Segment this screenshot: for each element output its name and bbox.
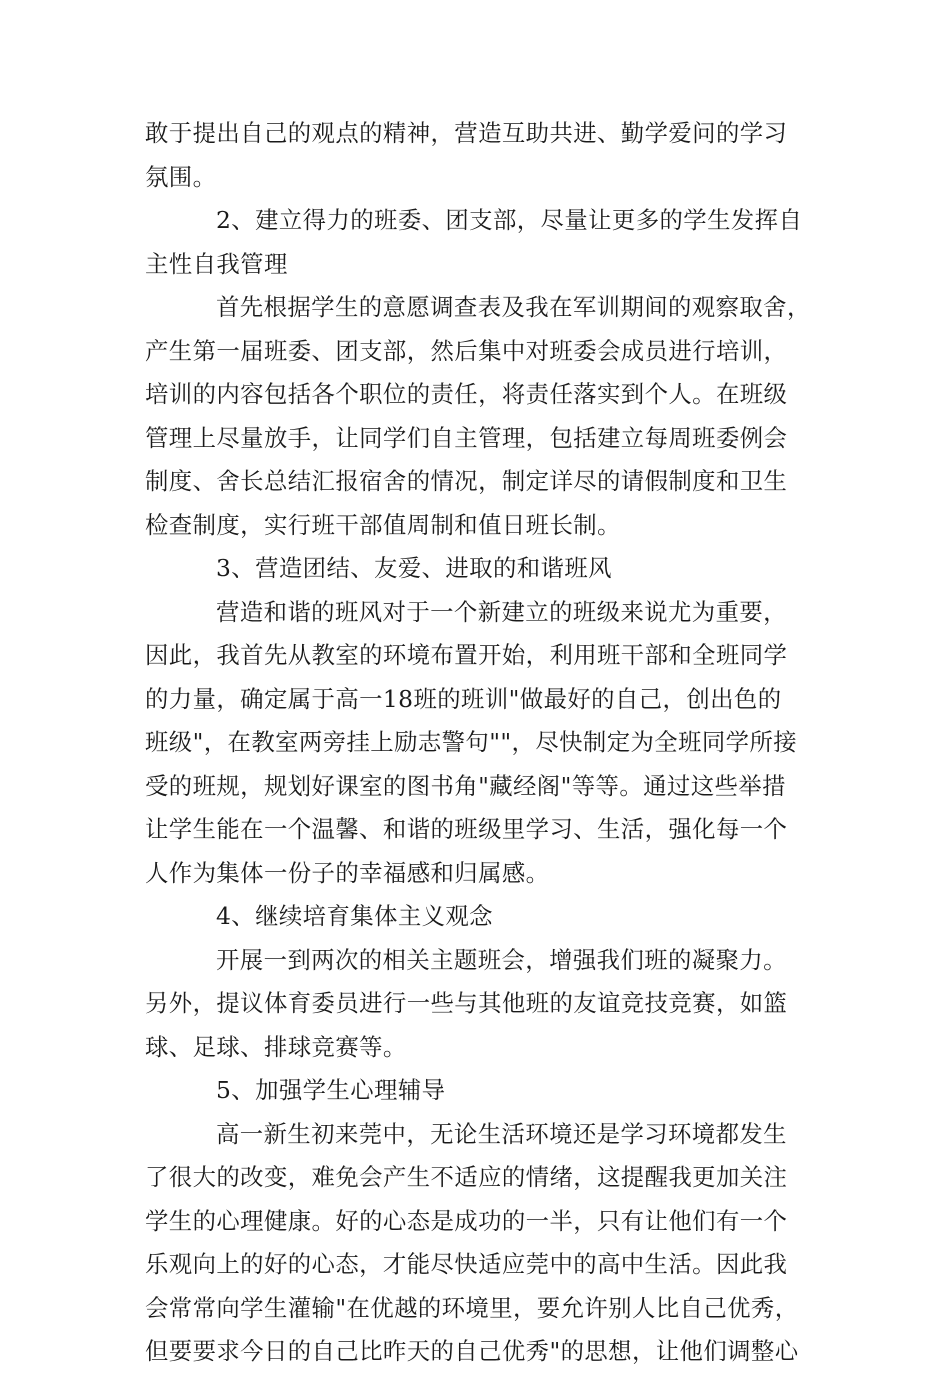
text-line: 2、建立得力的班委、团支部，尽量让更多的学生发挥自 bbox=[216, 206, 803, 234]
text-line: 管理上尽量放手，让同学们自主管理，包括建立每周班委例会 bbox=[145, 423, 788, 452]
text-line: 制度、舍长总结汇报宿舍的情况，制定详尽的请假制度和卫生 bbox=[145, 467, 788, 495]
text-line: 首先根据学生的意愿调查表及我在军训期间的观察取舍， bbox=[216, 293, 811, 321]
text-line: 球、足球、排球竞赛等。 bbox=[145, 1032, 407, 1061]
text-line: 4、继续培育集体主义观念 bbox=[216, 902, 493, 930]
text-line: 会常常向学生灌输"在优越的环境里，要允许别人比自己优秀， bbox=[145, 1293, 799, 1322]
text-line: 敢于提出自己的观点的精神，营造互助共进、勤学爱问的学习 bbox=[145, 119, 788, 147]
text-line: 高一新生初来莞中，无论生活环境还是学习环境都发生 bbox=[216, 1119, 787, 1148]
text-line: 的力量，确定属于高一18班的班训"做最好的自己，创出色的 bbox=[145, 684, 782, 713]
text-line: 另外，提议体育委员进行一些与其他班的友谊竞技竞赛，如篮 bbox=[145, 989, 788, 1017]
text-line: 主性自我管理 bbox=[145, 249, 288, 278]
text-line: 受的班规，规划好课室的图书角"藏经阁"等等。通过这些举措 bbox=[145, 771, 786, 800]
text-line: 让学生能在一个温馨、和谐的班级里学习、生活，强化每一个 bbox=[145, 815, 788, 843]
text-line: 因此，我首先从教室的环境布置开始，利用班干部和全班同学 bbox=[145, 641, 788, 669]
text-line: 氛围。 bbox=[145, 162, 217, 191]
text-line: 产生第一届班委、团支部，然后集中对班委会成员进行培训， bbox=[145, 336, 788, 365]
text-line: 营造和谐的班风对于一个新建立的班级来说尤为重要， bbox=[216, 597, 787, 626]
text-line: 但要要求今日的自己比昨天的自己优秀"的思想，让他们调整心 bbox=[145, 1337, 799, 1365]
text-line: 乐观向上的好的心态，才能尽快适应莞中的高中生活。因此我 bbox=[145, 1250, 788, 1278]
text-line: 开展一到两次的相关主题班会，增强我们班的凝聚力。 bbox=[216, 945, 787, 974]
text-line: 班级"，在教室两旁挂上励志警句""，尽快制定为全班同学所接 bbox=[145, 728, 798, 756]
text-line: 培训的内容包括各个职位的责任，将责任落实到个人。在班级 bbox=[145, 380, 788, 408]
text-line: 学生的心理健康。好的心态是成功的一半，只有让他们有一个 bbox=[145, 1206, 788, 1235]
text-line: 3、营造团结、友爱、进取的和谐班风 bbox=[216, 554, 612, 582]
text-line: 人作为集体一份子的幸福感和归属感。 bbox=[145, 858, 550, 887]
text-line: 了很大的改变，难免会产生不适应的情绪，这提醒我更加关注 bbox=[145, 1163, 788, 1191]
text-line: 检查制度，实行班干部值周制和值日班长制。 bbox=[145, 510, 621, 539]
body-text bbox=[145, 112, 811, 1374]
text-line: 5、加强学生心理辅导 bbox=[216, 1076, 446, 1104]
